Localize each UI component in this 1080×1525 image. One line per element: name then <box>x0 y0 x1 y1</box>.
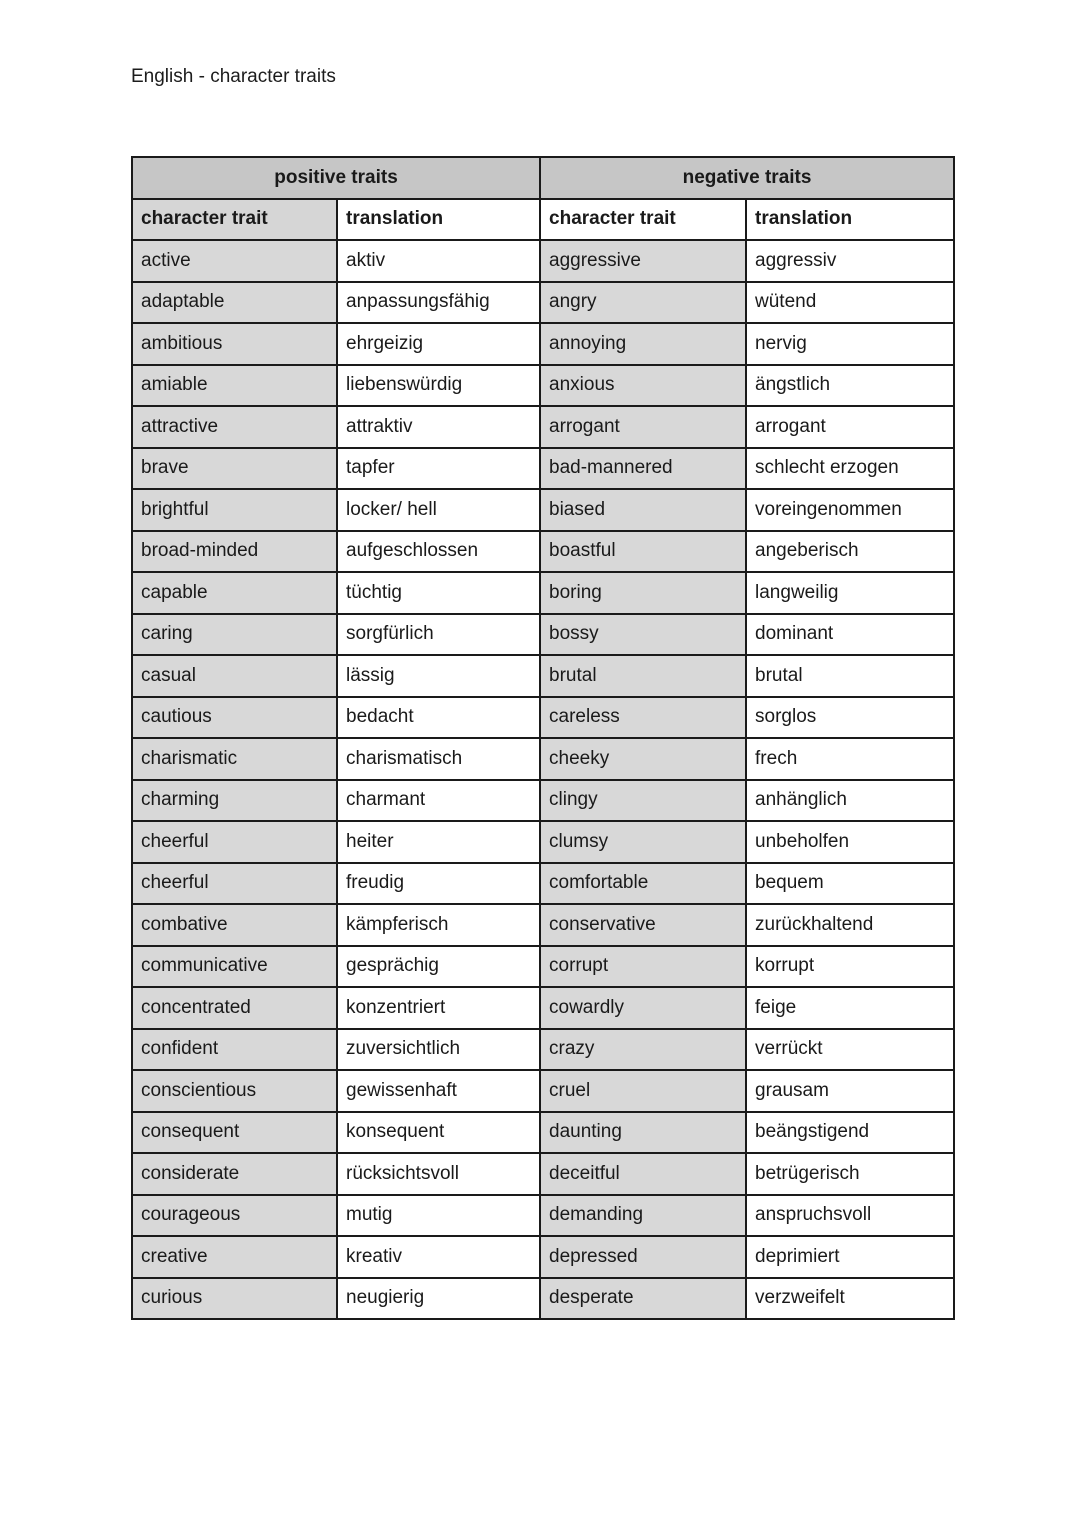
positive-trait-cell: creative <box>132 1236 337 1278</box>
positive-trait-cell: consequent <box>132 1112 337 1154</box>
positive-trait-cell: confident <box>132 1029 337 1071</box>
positive-translation-cell: sorgfürlich <box>337 614 540 656</box>
group-header-row <box>132 157 954 199</box>
positive-trait-cell: curious <box>132 1278 337 1320</box>
negative-trait-cell: deceitful <box>540 1153 746 1195</box>
positive-translation-cell: neugierig <box>337 1278 540 1320</box>
negative-translation-cell: sorglos <box>746 697 954 739</box>
positive-translation-column-header: translation <box>337 199 540 241</box>
table-row <box>132 448 954 490</box>
positive-trait-cell: courageous <box>132 1195 337 1237</box>
positive-trait-cell: amiable <box>132 365 337 407</box>
positive-trait-cell: combative <box>132 904 337 946</box>
positive-trait-cell: active <box>132 240 337 282</box>
positive-trait-cell: cautious <box>132 697 337 739</box>
negative-translation-cell: zurückhaltend <box>746 904 954 946</box>
negative-trait-cell: conservative <box>540 904 746 946</box>
positive-translation-cell: tapfer <box>337 448 540 490</box>
negative-translation-cell: verrückt <box>746 1029 954 1071</box>
positive-trait-cell: attractive <box>132 406 337 448</box>
positive-translation-cell: kreativ <box>337 1236 540 1278</box>
table-row <box>132 655 954 697</box>
negative-trait-cell: cowardly <box>540 987 746 1029</box>
table-row <box>132 1153 954 1195</box>
table-row <box>132 614 954 656</box>
table-row <box>132 1236 954 1278</box>
positive-trait-cell: ambitious <box>132 323 337 365</box>
negative-translation-cell: frech <box>746 738 954 780</box>
table-row <box>132 1195 954 1237</box>
table-row <box>132 531 954 573</box>
negative-translation-cell: schlecht erzogen <box>746 448 954 490</box>
table-row <box>132 1029 954 1071</box>
positive-translation-cell: ehrgeizig <box>337 323 540 365</box>
negative-translation-cell: deprimiert <box>746 1236 954 1278</box>
positive-translation-cell: aufgeschlossen <box>337 531 540 573</box>
table-row <box>132 780 954 822</box>
negative-translation-column-header: translation <box>746 199 954 241</box>
positive-trait-cell: brightful <box>132 489 337 531</box>
negative-trait-cell: cruel <box>540 1070 746 1112</box>
negative-translation-cell: feige <box>746 987 954 1029</box>
negative-translation-cell: beängstigend <box>746 1112 954 1154</box>
positive-trait-cell: casual <box>132 655 337 697</box>
table-row <box>132 323 954 365</box>
positive-trait-cell: capable <box>132 572 337 614</box>
negative-trait-cell: daunting <box>540 1112 746 1154</box>
positive-trait-cell: considerate <box>132 1153 337 1195</box>
positive-translation-cell: kämpferisch <box>337 904 540 946</box>
table-row <box>132 863 954 905</box>
positive-trait-cell: charismatic <box>132 738 337 780</box>
negative-trait-cell: comfortable <box>540 863 746 905</box>
negative-translation-cell: korrupt <box>746 946 954 988</box>
negative-trait-cell: cheeky <box>540 738 746 780</box>
positive-translation-cell: locker/ hell <box>337 489 540 531</box>
table-row <box>132 406 954 448</box>
table-row <box>132 282 954 324</box>
negative-trait-cell: angry <box>540 282 746 324</box>
negative-trait-cell: brutal <box>540 655 746 697</box>
negative-trait-cell: boastful <box>540 531 746 573</box>
positive-translation-cell: konsequent <box>337 1112 540 1154</box>
negative-translation-cell: unbeholfen <box>746 821 954 863</box>
negative-translation-cell: langweilig <box>746 572 954 614</box>
table-row <box>132 1278 954 1320</box>
negative-trait-cell: aggressive <box>540 240 746 282</box>
positive-translation-cell: rücksichtsvoll <box>337 1153 540 1195</box>
negative-translation-cell: ängstlich <box>746 365 954 407</box>
positive-translation-cell: mutig <box>337 1195 540 1237</box>
table-row <box>132 1070 954 1112</box>
positive-trait-column-header: character trait <box>132 199 337 241</box>
negative-translation-cell: aggressiv <box>746 240 954 282</box>
positive-translation-cell: gewissenhaft <box>337 1070 540 1112</box>
negative-trait-cell: anxious <box>540 365 746 407</box>
positive-translation-cell: aktiv <box>337 240 540 282</box>
positive-translation-cell: lässig <box>337 655 540 697</box>
positive-trait-cell: communicative <box>132 946 337 988</box>
positive-translation-cell: gesprächig <box>337 946 540 988</box>
negative-trait-cell: arrogant <box>540 406 746 448</box>
negative-translation-cell: verzweifelt <box>746 1278 954 1320</box>
negative-translation-cell: voreingenommen <box>746 489 954 531</box>
negative-translation-cell: grausam <box>746 1070 954 1112</box>
document-title: English - character traits <box>131 66 336 87</box>
column-header-row <box>132 199 954 241</box>
negative-translation-cell: angeberisch <box>746 531 954 573</box>
positive-translation-cell: konzentriert <box>337 987 540 1029</box>
positive-trait-cell: broad-minded <box>132 531 337 573</box>
negative-translation-cell: dominant <box>746 614 954 656</box>
negative-trait-cell: bossy <box>540 614 746 656</box>
trait-rows <box>132 240 954 1319</box>
positive-translation-cell: bedacht <box>337 697 540 739</box>
positive-translation-cell: tüchtig <box>337 572 540 614</box>
negative-translation-cell: brutal <box>746 655 954 697</box>
table-row <box>132 987 954 1029</box>
negative-translation-cell: wütend <box>746 282 954 324</box>
positive-translation-cell: charismatisch <box>337 738 540 780</box>
negative-trait-cell: corrupt <box>540 946 746 988</box>
positive-translation-cell: liebenswürdig <box>337 365 540 407</box>
negative-trait-cell: clumsy <box>540 821 746 863</box>
positive-trait-cell: cheerful <box>132 821 337 863</box>
table-row <box>132 240 954 282</box>
positive-translation-cell: charmant <box>337 780 540 822</box>
positive-translation-cell: zuversichtlich <box>337 1029 540 1071</box>
table-row <box>132 821 954 863</box>
character-traits-table <box>131 156 955 1320</box>
positive-translation-cell: heiter <box>337 821 540 863</box>
positive-trait-cell: adaptable <box>132 282 337 324</box>
negative-trait-cell: demanding <box>540 1195 746 1237</box>
negative-translation-cell: arrogant <box>746 406 954 448</box>
negative-translation-cell: nervig <box>746 323 954 365</box>
negative-traits-header: negative traits <box>540 157 954 199</box>
negative-trait-cell: boring <box>540 572 746 614</box>
negative-trait-cell: annoying <box>540 323 746 365</box>
positive-translation-cell: freudig <box>337 863 540 905</box>
table-row <box>132 572 954 614</box>
positive-trait-cell: charming <box>132 780 337 822</box>
table-row <box>132 365 954 407</box>
negative-trait-cell: careless <box>540 697 746 739</box>
positive-translation-cell: anpassungsfähig <box>337 282 540 324</box>
positive-trait-cell: conscientious <box>132 1070 337 1112</box>
table-row <box>132 738 954 780</box>
negative-translation-cell: anhänglich <box>746 780 954 822</box>
negative-trait-cell: clingy <box>540 780 746 822</box>
negative-translation-cell: bequem <box>746 863 954 905</box>
negative-translation-cell: anspruchsvoll <box>746 1195 954 1237</box>
table-row <box>132 904 954 946</box>
positive-trait-cell: caring <box>132 614 337 656</box>
positive-translation-cell: attraktiv <box>337 406 540 448</box>
table-row <box>132 1112 954 1154</box>
negative-trait-cell: desperate <box>540 1278 746 1320</box>
table-row <box>132 946 954 988</box>
negative-trait-cell: crazy <box>540 1029 746 1071</box>
negative-translation-cell: betrügerisch <box>746 1153 954 1195</box>
positive-trait-cell: brave <box>132 448 337 490</box>
negative-trait-cell: depressed <box>540 1236 746 1278</box>
positive-traits-header: positive traits <box>132 157 540 199</box>
table-row <box>132 697 954 739</box>
table-row <box>132 489 954 531</box>
negative-trait-cell: biased <box>540 489 746 531</box>
negative-trait-column-header: character trait <box>540 199 746 241</box>
positive-trait-cell: concentrated <box>132 987 337 1029</box>
positive-trait-cell: cheerful <box>132 863 337 905</box>
negative-trait-cell: bad-mannered <box>540 448 746 490</box>
